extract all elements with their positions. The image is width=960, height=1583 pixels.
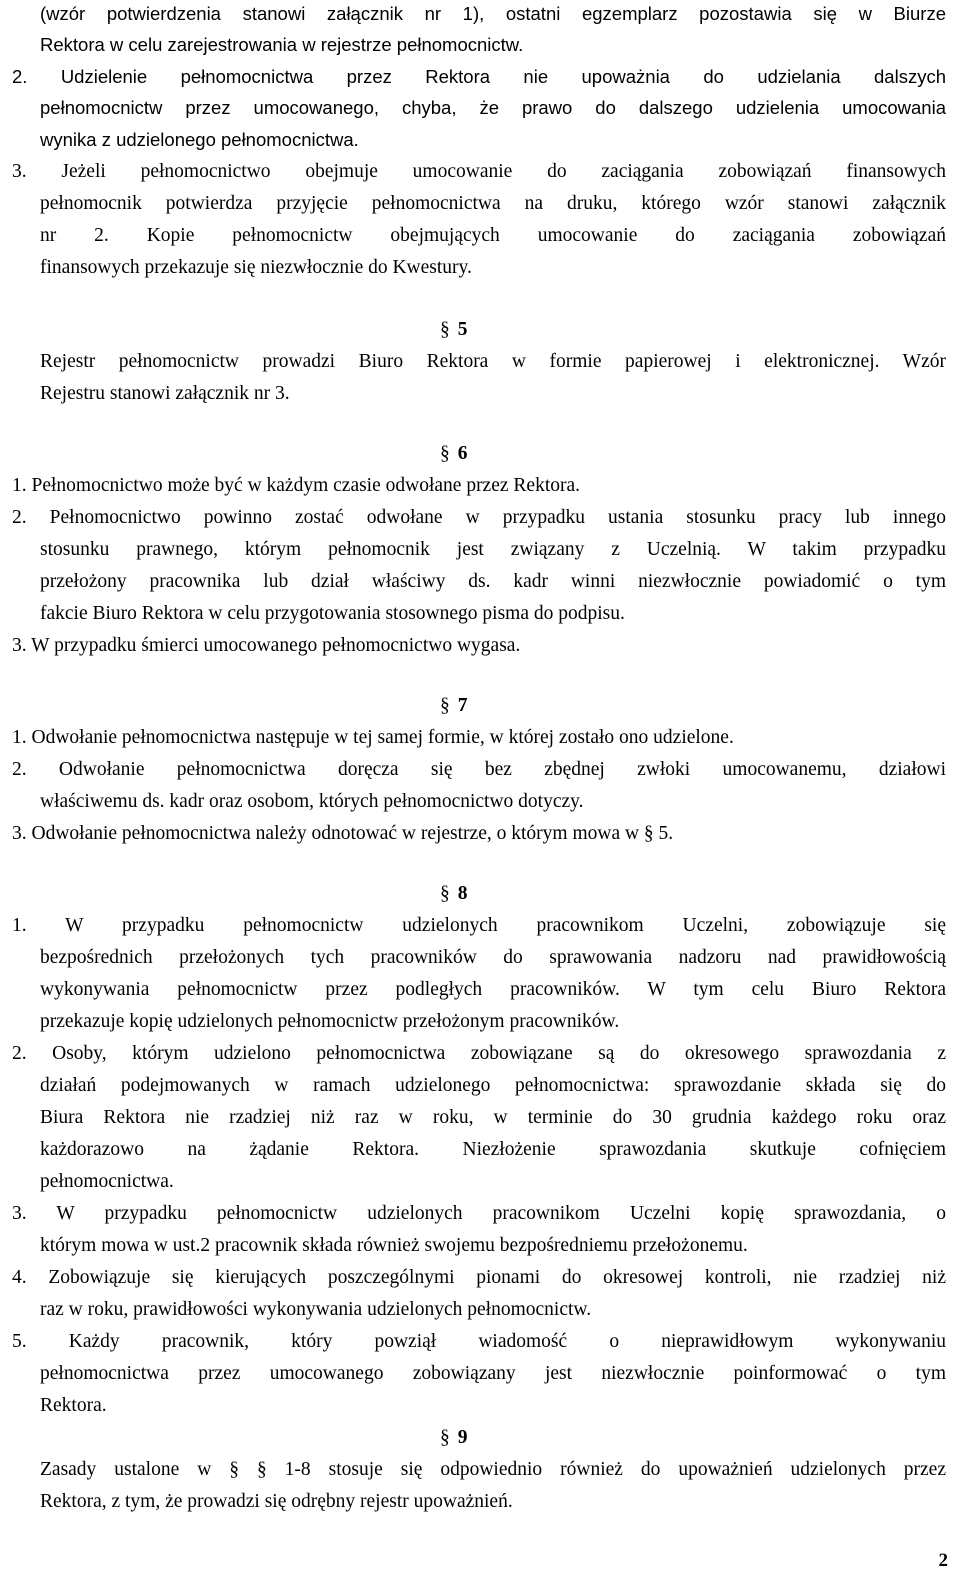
section-number: 9 (457, 1427, 468, 1448)
text-line: wykonywania pełnomocnictw przez podległych pracowników. W tym celu Biuro Rektora (40, 979, 946, 1000)
text-line: pełnomocnictwa przez umocowanego zobowiązany jest niezwłocznie poinformować o tym (40, 1363, 946, 1384)
text-line: Rektora, z tym, że prowadzi się odrębny rejestr upoważnień. (40, 1491, 513, 1512)
section-mark: § (440, 883, 450, 904)
text-line: 1. W przypadku pełnomocnictw udzielonych pracownikom Uczelni, zobowiązuje się (12, 915, 946, 936)
section-heading-9 (440, 1426, 468, 1449)
text-line: pełnomocnik potwierdza przyjęcie pełnomocnictwa na druku, którego wzór stanowi załącznik (40, 193, 946, 214)
text-line: 3. W przypadku pełnomocnictw udzielonych pracownikom Uczelni kopię sprawozdania, o (12, 1203, 946, 1224)
page-number: 2 (938, 1550, 948, 1571)
text-line: pełnomocnictw przez umocowanego, chyba, że prawo do dalszego udzielenia umocowania (40, 97, 946, 118)
text-line: przekazuje kopię udzielonych pełnomocnictw przełożonym pracowników. (40, 1011, 620, 1032)
text-line: 3. Odwołanie pełnomocnictwa należy odnotować w rejestrze, o którym mowa w § 5. (12, 823, 674, 844)
text-line: stosunku prawnego, którym pełnomocnik jest związany z Uczelnią. W takim przypadku (40, 539, 946, 560)
text-line: wynika z udzielonego pełnomocnictwa. (40, 129, 359, 150)
text-line: 2. Odwołanie pełnomocnictwa doręcza się bez zbędnej zwłoki umocowanemu, działowi (12, 759, 946, 780)
section-heading-8 (440, 882, 468, 905)
section-mark: § (440, 443, 450, 464)
text-line: 3. Jeżeli pełnomocnictwo obejmuje umocowanie do zaciągania zobowiązań finansowych (12, 161, 946, 182)
text-line: Rektora w celu zarejestrowania w rejestrze pełnomocnictw. (40, 34, 524, 55)
text-line: Rejestru stanowi załącznik nr 3. (40, 383, 290, 404)
text-line: bezpośrednich przełożonych tych pracowników do sprawowania nadzoru nad prawidłowością (40, 947, 946, 968)
text-line: 5. Każdy pracownik, który powziął wiadomość o nieprawidłowym wykonywaniu (12, 1331, 946, 1352)
text-line: 4. Zobowiązuje się kierujących poszczególnymi pionami do okresowej kontroli, nie rzadziej niż (12, 1267, 946, 1288)
text-line: Biura Rektora nie rzadziej niż raz w roku, w terminie do 30 grudnia każdego roku oraz (40, 1107, 946, 1128)
text-line: każdorazowo na żądanie Rektora. Niezłożenie sprawozdania skutkuje cofnięciem (40, 1139, 946, 1160)
text-line: (wzór potwierdzenia stanowi załącznik nr 1), ostatni egzemplarz pozostawia się w Biurze (40, 3, 946, 24)
section-heading-7 (440, 694, 468, 717)
section-number: 8 (457, 883, 468, 904)
text-line: Zasady ustalone w § § 1-8 stosuje się odpowiednio również do upoważnień udzielonych przez (40, 1459, 946, 1480)
text-line: raz w roku, prawidłowości wykonywania udzielonych pełnomocnictw. (40, 1299, 592, 1320)
text-line: którym mowa w ust.2 pracownik składa również swojemu bezpośredniemu przełożonemu. (40, 1235, 748, 1256)
text-line: finansowych przekazuje się niezwłocznie do Kwestury. (40, 257, 472, 278)
section-mark: § (440, 1427, 450, 1448)
text-line: działań podejmowanych w ramach udzielonego pełnomocnictwa: sprawozdanie składa się do (40, 1075, 946, 1096)
text-line: nr 2. Kopie pełnomocnictw obejmujących umocowanie do zaciągania zobowiązań (40, 225, 946, 246)
section-heading-5 (440, 318, 468, 341)
section-number: 5 (457, 319, 468, 340)
text-line: przełożony pracownika lub dział właściwy ds. kadr winni niezwłocznie powiadomić o tym (40, 571, 946, 592)
section-heading-6 (440, 442, 468, 465)
section-number: 7 (457, 695, 468, 716)
text-line: fakcie Biuro Rektora w celu przygotowania stosownego pisma do podpisu. (40, 603, 625, 624)
text-line: 2. Pełnomocnictwo powinno zostać odwołane w przypadku ustania stosunku pracy lub innego (12, 507, 946, 528)
text-line: 2. Osoby, którym udzielono pełnomocnictwa zobowiązane są do okresowego sprawozdania z (12, 1043, 946, 1064)
text-line: Rektora. (40, 1395, 107, 1416)
text-line: 3. W przypadku śmierci umocowanego pełnomocnictwo wygasa. (12, 635, 521, 656)
section-mark: § (440, 695, 450, 716)
text-line: 1. Odwołanie pełnomocnictwa następuje w tej samej formie, w której zostało ono udzielone. (12, 727, 734, 748)
text-line: Rejestr pełnomocnictw prowadzi Biuro Rektora w formie papierowej i elektronicznej. Wzór (40, 351, 946, 372)
section-number: 6 (457, 443, 468, 464)
text-line: pełnomocnictwa. (40, 1171, 174, 1192)
text-line: właściwemu ds. kadr oraz osobom, których pełnomocnictwo dotyczy. (40, 791, 584, 812)
text-line: 1. Pełnomocnictwo może być w każdym czasie odwołane przez Rektora. (12, 475, 581, 496)
text-line: 2. Udzielenie pełnomocnictwa przez Rektora nie upoważnia do udzielania dalszych (12, 66, 946, 87)
section-mark: § (440, 319, 450, 340)
